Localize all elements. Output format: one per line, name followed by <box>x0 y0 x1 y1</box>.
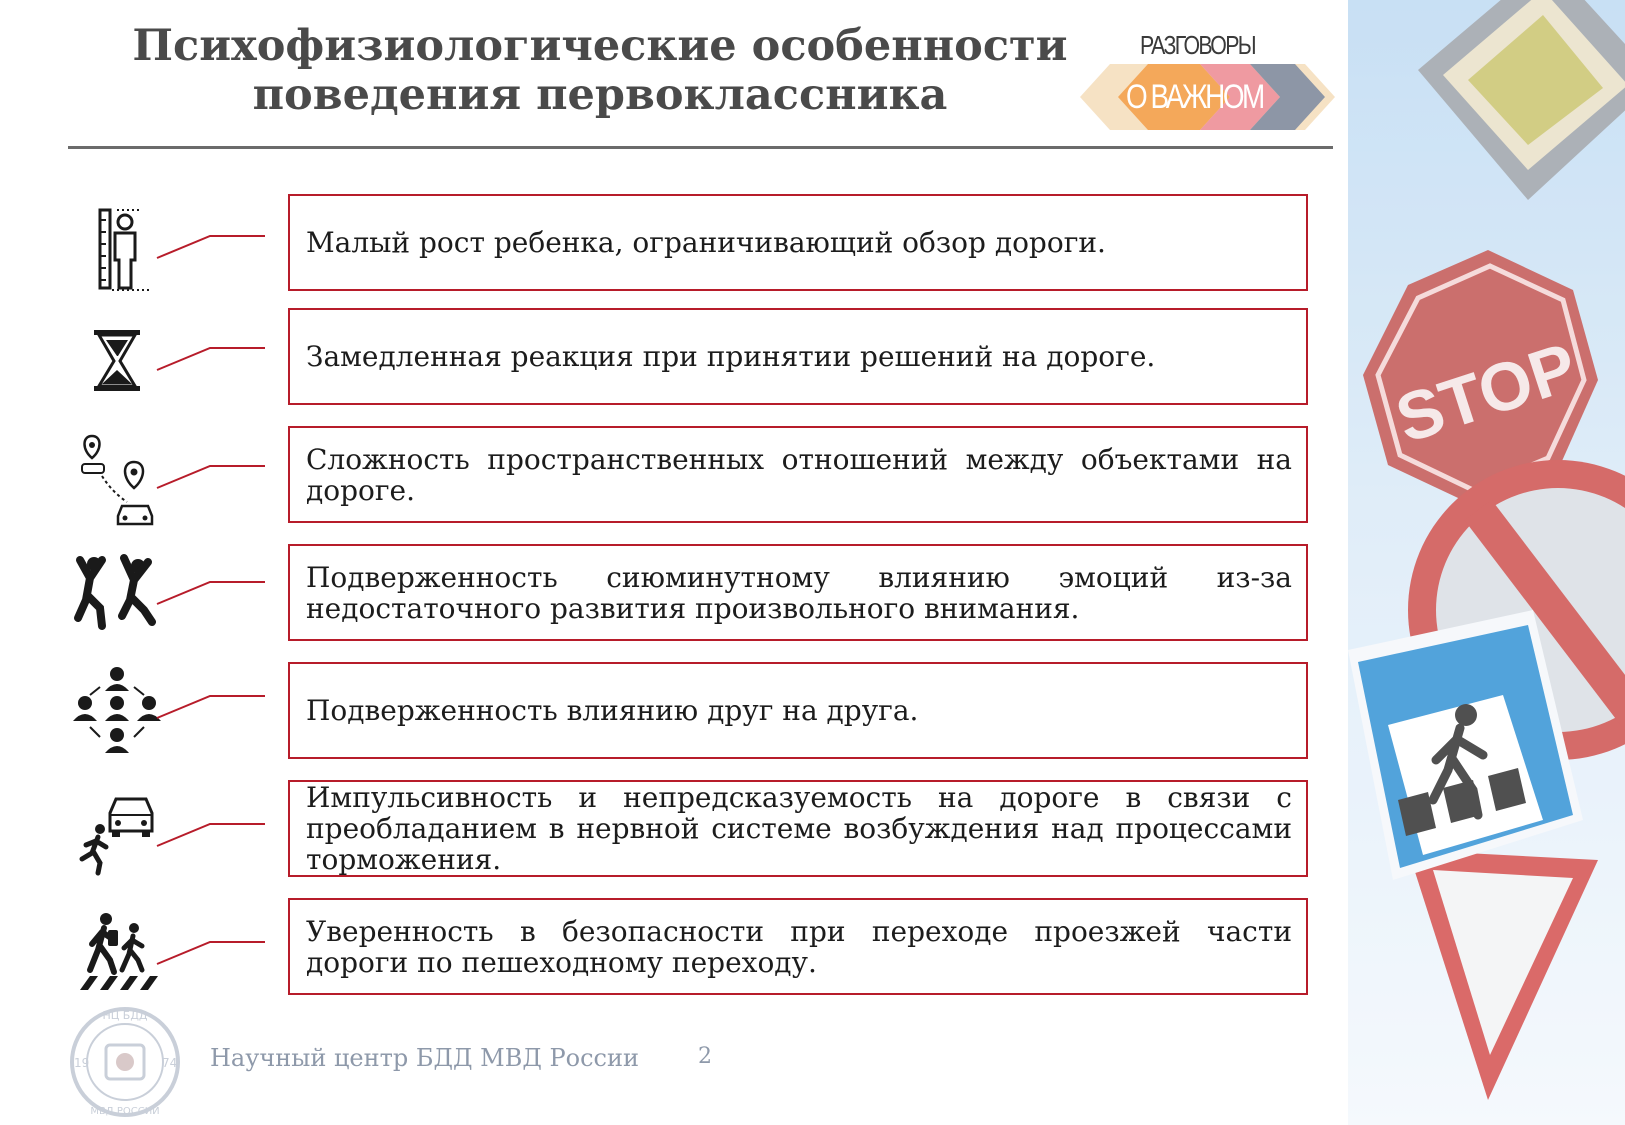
height-ruler-icon <box>72 205 162 295</box>
connector-line <box>155 682 270 722</box>
jumping-children-icon <box>72 552 162 642</box>
header-divider <box>68 146 1333 149</box>
svg-text:МВД РОССИИ: МВД РОССИИ <box>90 1106 160 1117</box>
svg-text:STOP: STOP <box>1387 328 1586 458</box>
feature-text-1: Малый рост ребенка, ограничивающий обзор дороги. <box>306 226 1106 259</box>
footer-organization: Научный центр БДД МВД России <box>210 1044 639 1072</box>
svg-text:НЦ БДД: НЦ БДД <box>102 1009 148 1022</box>
title-line-1: Психофизиологические особенности <box>132 21 1068 71</box>
people-network-icon <box>72 665 162 760</box>
svg-text:74: 74 <box>162 1056 178 1070</box>
feature-box-6 <box>288 780 1308 877</box>
title-line-2: поведения первоклассника <box>252 70 948 120</box>
feature-box-5 <box>288 662 1308 759</box>
feature-text-4: Подверженность сиюминутному влиянию эмоций из-за недостаточного развития произвольного внимания. <box>306 560 1292 625</box>
connector-line <box>155 810 270 850</box>
connector-line <box>155 568 270 608</box>
feature-box-7 <box>288 898 1308 995</box>
map-location-car-icon <box>72 432 162 532</box>
page-number: 2 <box>698 1044 712 1069</box>
feature-text-3: Сложность пространственных отношений между объектами на дороге. <box>306 442 1292 507</box>
feature-box-3 <box>288 426 1308 523</box>
feature-text-5: Подверженность влиянию друг на друга. <box>306 694 919 727</box>
brand-bottom-text: О ВАЖНОМ <box>1126 78 1263 116</box>
feature-text-6: Импульсивность и непредсказуемость на дороге в связи с преобладанием в нервной системе возбуждения над процессами торможения. <box>306 781 1292 876</box>
brand-logo <box>1070 30 1340 135</box>
brand-top-text: РАЗГОВОРЫ <box>1140 30 1256 60</box>
feature-box-4 <box>288 544 1308 641</box>
pedestrian-crossing-icon <box>72 910 162 1000</box>
feature-box-2 <box>288 308 1308 405</box>
feature-text-2: Замедленная реакция при принятии решений на дороге. <box>306 340 1156 373</box>
hourglass-icon <box>72 318 162 408</box>
connector-line <box>155 334 270 374</box>
feature-box-1 <box>288 194 1308 291</box>
page-title <box>60 22 1140 120</box>
feature-text-7: Уверенность в безопасности при переходе проезжей части дороги по пешеходному переходу. <box>306 914 1292 979</box>
child-running-car-icon <box>72 793 162 883</box>
connector-line <box>155 452 270 492</box>
connector-line <box>155 222 270 262</box>
organization-seal-icon <box>68 1005 183 1120</box>
road-signs-background <box>1348 0 1625 1125</box>
connector-line <box>155 928 270 968</box>
svg-text:19: 19 <box>74 1056 90 1070</box>
